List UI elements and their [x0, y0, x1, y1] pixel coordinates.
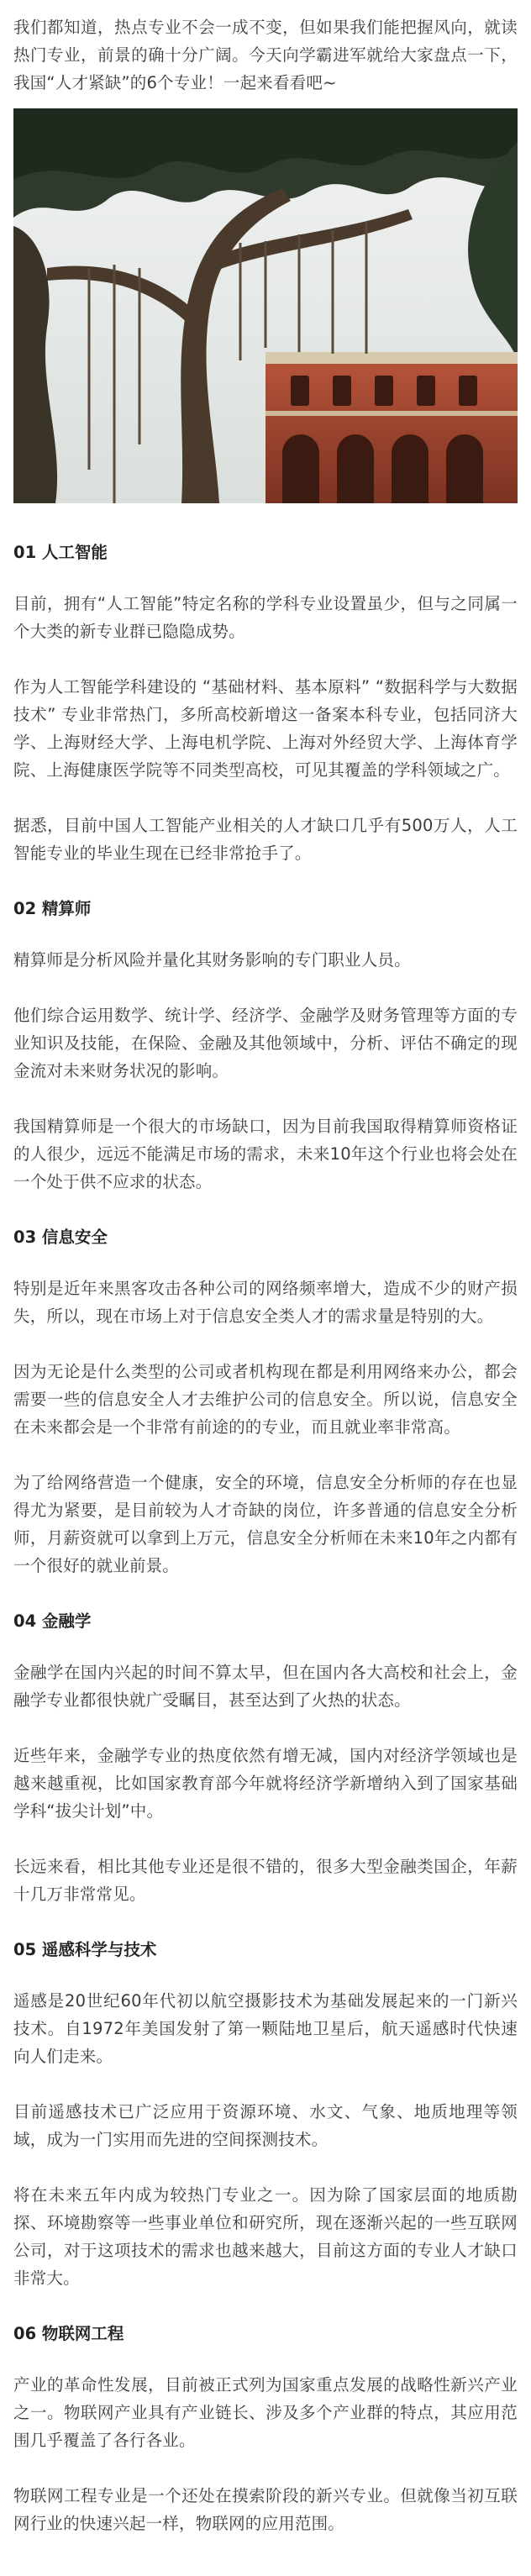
- sections-container: [13, 539, 518, 2537]
- section-paragraph: 为了给网络营造一个健康，安全的环境，信息安全分析师的存在也显得尤为紧要，是目前较为人才奇缺的岗位，许多普通的信息安全分析师，月薪资就可以拿到上万元，信息安全分析师在未来10年之内都有一个很好的就业前景。: [13, 1473, 518, 1575]
- section-paragraph: 目前遥感技术已广泛应用于资源环境、水文、气象、地质地理等领域，成为一门实用而先进的空间探测技术。: [13, 2102, 518, 2149]
- section-paragraph: 金融学在国内兴起的时间不算太早，但在国内各大高校和社会上，金融学专业都很快就广受瞩目，甚至达到了火热的状态。: [13, 1663, 518, 1710]
- campus-photo: [13, 108, 518, 503]
- section-paragraph: 近些年来，金融学专业的热度依然有增无减，国内对经济学领域也是越来越重视，比如国家教育部今年就将经济学新增纳入到了国家基础学科“拔尖计划”中。: [13, 1746, 518, 1821]
- section-paragraph: 产业的革命性发展，目前被正式列为国家重点发展的战略性新兴产业之一。物联网产业具有产业链长、涉及多个产业群的特点，其应用范围几乎覆盖了各行各业。: [13, 2375, 518, 2450]
- section-paragraph: 精算师是分析风险并量化其财务影响的专门职业人员。: [13, 950, 411, 970]
- section-paragraph: 我国精算师是一个很大的市场缺口，因为目前我国取得精算师资格证的人很少，远远不能满足市场的需求，未来10年这个行业也将会处在一个处于供不应求的状态。: [13, 1117, 518, 1191]
- section-heading: 04 金融学: [13, 1611, 92, 1631]
- campus-tree-building-photo-icon: [13, 108, 518, 503]
- section-paragraph: 他们综合运用数学、统计学、经济学、金融学及财务管理等方面的专业知识及技能，在保险、金融及其他领域中，分析、评估不确定的现金流对未来财务状况的影响。: [13, 1006, 518, 1080]
- intro-paragraph: 我们都知道，热点专业不会一成不变，但如果我们能把握风向，就读热门专业，前景的确十分广阔。今天向学霸进军就给大家盘点一下，我国“人才紧缺”的6个专业！一起来看看吧~: [13, 18, 518, 92]
- section-paragraph: 特别是近年来黑客攻击各种公司的网络频率增大，造成不少的财产损失，所以，现在市场上对于信息安全类人才的需求量是特别的大。: [13, 1279, 518, 1326]
- section-paragraph: 据悉，目前中国人工智能产业相关的人才缺口几乎有500万人，人工智能专业的毕业生现在已经非常抢手了。: [13, 816, 518, 863]
- section-heading: 06 物联网工程: [13, 2324, 124, 2343]
- section-paragraph: 将在未来五年内成为较热门专业之一。因为除了国家层面的地质勘探、环境勘察等一些事业单位和研究所，现在逐渐兴起的一些互联网公司，对于这项技术的需求也越来越大，目前这方面的专业人才缺口非常大。: [13, 2185, 518, 2288]
- section-paragraph: 遥感是20世纪60年代初以航空摄影技术为基础发展起来的一门新兴技术。自1972年美国发射了第一颗陆地卫星后，航天遥感时代快速向人们走来。: [13, 1991, 518, 2066]
- section-paragraph: 作为人工智能学科建设的 “基础材料、基本原料” “数据科学与大数据技术” 专业非常热门，多所高校新增这一备案本科专业，包括同济大学、上海财经大学、上海电机学院、上海对外经贸大学、上海体育学院、上海健康医学院等不同类型高校，可见其覆盖的学科领域之广。: [13, 677, 518, 780]
- section-heading: 01 人工智能: [13, 543, 108, 562]
- section-heading: 03 信息安全: [13, 1228, 108, 1247]
- section-paragraph: 目前，拥有“人工智能”特定名称的学科专业设置虽少，但与之同属一个大类的新专业群已隐隐成势。: [13, 594, 518, 641]
- section-paragraph: 因为无论是什么类型的公司或者机构现在都是利用网络来办公，都会需要一些的信息安全人才去维护公司的信息安全。所以说，信息安全在未来都会是一个非常有前途的的专业，而且就业率非常高。: [13, 1362, 518, 1437]
- section-paragraph: 长远来看，相比其他专业还是很不错的，很多大型金融类国企，年薪十几万非常常见。: [13, 1857, 518, 1904]
- section-heading: 02 精算师: [13, 899, 92, 918]
- section-heading: 05 遥感科学与技术: [13, 1940, 157, 1959]
- section-paragraph: 物联网工程专业是一个还处在摸索阶段的新兴专业。但就像当初互联网行业的快速兴起一样，物联网的应用范围。: [13, 2486, 518, 2533]
